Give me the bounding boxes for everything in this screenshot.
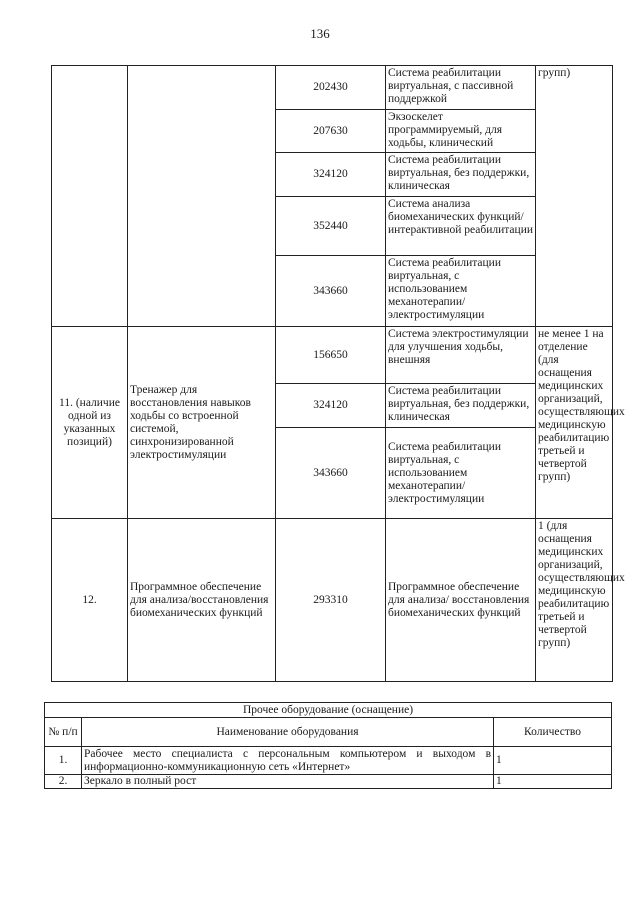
equipment-name-cell: Программное обеспечение для анализа/ восстановления биомеханических функций <box>386 519 536 682</box>
header-qty: Количество <box>494 718 612 747</box>
header-num: № п/п <box>45 718 82 747</box>
equipment-name-cell: Зеркало в полный рост <box>82 775 494 789</box>
quantity-cell: не менее 1 на отделение (для оснащения медицинских организаций, осуществляющих медицинскую реабилитацию третьей и четвертой групп) <box>536 327 613 519</box>
code-cell: 343660 <box>276 256 386 327</box>
equipment-name-cell: Система электростимуляции для улучшения ходьбы, внешняя <box>386 327 536 384</box>
equipment-name-cell: Система реабилитации виртуальная, без поддержки, клиническая <box>386 384 536 428</box>
code-cell: 293310 <box>276 519 386 682</box>
code-cell: 352440 <box>276 197 386 256</box>
table-row <box>45 747 612 775</box>
row-number-cell <box>52 66 128 327</box>
code-cell: 207630 <box>276 110 386 153</box>
table-row <box>52 519 613 682</box>
header-name: Наименование оборудования <box>82 718 494 747</box>
row-number-cell: 11. (наличие одной из указанных позиций) <box>52 327 128 519</box>
equipment-name-cell: Система реабилитации виртуальная, без поддержки, клиническая <box>386 153 536 197</box>
code-cell: 324120 <box>276 153 386 197</box>
code-cell: 324120 <box>276 384 386 428</box>
table-caption: Прочее оборудование (оснащение) <box>45 703 612 718</box>
row-number-cell: 2. <box>45 775 82 789</box>
equipment-name-cell: Система анализа биомеханических функций/ интерактивной реабилитации <box>386 197 536 256</box>
quantity-cell: групп) <box>536 66 613 327</box>
item-name-cell <box>128 66 276 327</box>
code-cell: 343660 <box>276 428 386 519</box>
equipment-name-cell: Система реабилитации виртуальная, с использованием механотерапии/ электростимуляции <box>386 256 536 327</box>
item-name-cell: Тренажер для восстановления навыков ходьбы со встроенной системой, синхронизированной электростимуляции <box>128 327 276 519</box>
table-row <box>52 66 613 110</box>
row-number-cell: 1. <box>45 747 82 775</box>
equipment-name-cell: Рабочее место специалиста с персональным компьютером и выходом в информационно-коммуникационную сеть «Интернет» <box>82 747 494 775</box>
code-cell: 156650 <box>276 327 386 384</box>
table-row <box>52 327 613 384</box>
equipment-name-cell: Система реабилитации виртуальная, с пассивной поддержкой <box>386 66 536 110</box>
quantity-cell: 1 <box>494 775 612 789</box>
equipment-name-cell: Экзоскелет программируемый, для ходьбы, клинический <box>386 110 536 153</box>
item-name-cell: Программное обеспечение для анализа/восстановления биомеханических функций <box>128 519 276 682</box>
equipment-table <box>51 65 625 682</box>
row-number-cell: 12. <box>52 519 128 682</box>
code-cell: 202430 <box>276 66 386 110</box>
equipment-name-cell: Система реабилитации виртуальная, с использованием механотерапии/ электростимуляции <box>386 428 536 519</box>
other-equipment-table <box>44 702 612 789</box>
table-row <box>45 775 612 789</box>
quantity-cell: 1 (для оснащения медицинских организаций, осуществляющих медицинскую реабилитацию третьей и четвертой групп) <box>536 519 613 682</box>
quantity-cell: 1 <box>494 747 612 775</box>
page-number: 136 <box>310 26 330 41</box>
